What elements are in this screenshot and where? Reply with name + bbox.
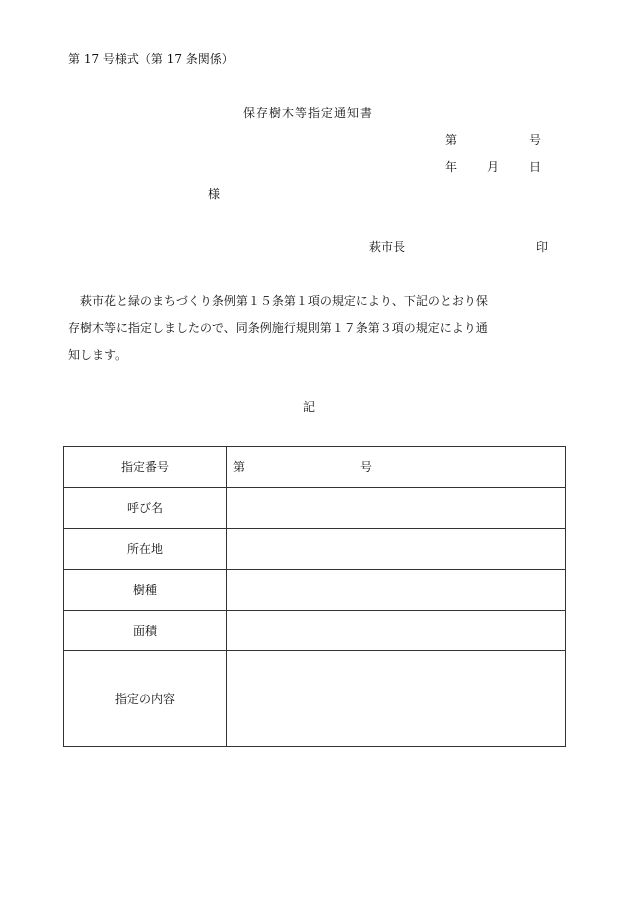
designation-number-value — [227, 447, 566, 488]
issuer-seal-mark: 印 — [536, 240, 549, 254]
designation-number-suffix: 号 — [360, 460, 373, 474]
tree-species-value — [227, 570, 566, 611]
common-name-label: 呼び名 — [64, 488, 227, 529]
issuer-name: 萩市長 — [369, 240, 406, 254]
designation-table — [63, 446, 566, 747]
table-row-designation-number — [64, 447, 566, 488]
notice-body — [68, 288, 550, 369]
table-row-area — [64, 611, 566, 651]
designation-details-value — [227, 651, 566, 747]
table-row-common-name — [64, 488, 566, 529]
designation-details-label: 指定の内容 — [64, 651, 227, 747]
table-row-designation-details — [64, 651, 566, 747]
tree-species-label: 樹種 — [64, 570, 227, 611]
document-number-prefix: 第 — [445, 133, 458, 147]
date-year-label: 年 — [445, 160, 458, 174]
location-label: 所在地 — [64, 529, 227, 570]
common-name-value — [227, 488, 566, 529]
document-title: 保存樹木等指定通知書 — [242, 106, 373, 120]
form-number: 第 17 号様式（第 17 条関係） — [68, 52, 234, 66]
table-row-tree-species — [64, 570, 566, 611]
date-month-label: 月 — [487, 160, 500, 174]
document-number-suffix: 号 — [529, 133, 542, 147]
table-row-location — [64, 529, 566, 570]
designation-number-label: 指定番号 — [64, 447, 227, 488]
addressee-honorific: 様 — [208, 187, 221, 201]
notice-body-line: 存樹木等に指定しましたので、同条例施行規則第１７条第３項の規定により通 — [68, 321, 488, 335]
area-label: 面積 — [64, 611, 227, 651]
area-value — [227, 611, 566, 651]
designation-number-prefix: 第 — [233, 460, 246, 474]
notice-body-line: 知します。 — [68, 348, 128, 362]
ki-heading: 記 — [302, 400, 315, 414]
notice-body-line: 萩市花と緑のまちづくり条例第１５条第１項の規定により、下記のとおり保 — [68, 294, 488, 308]
date-day-label: 日 — [529, 160, 542, 174]
location-value — [227, 529, 566, 570]
